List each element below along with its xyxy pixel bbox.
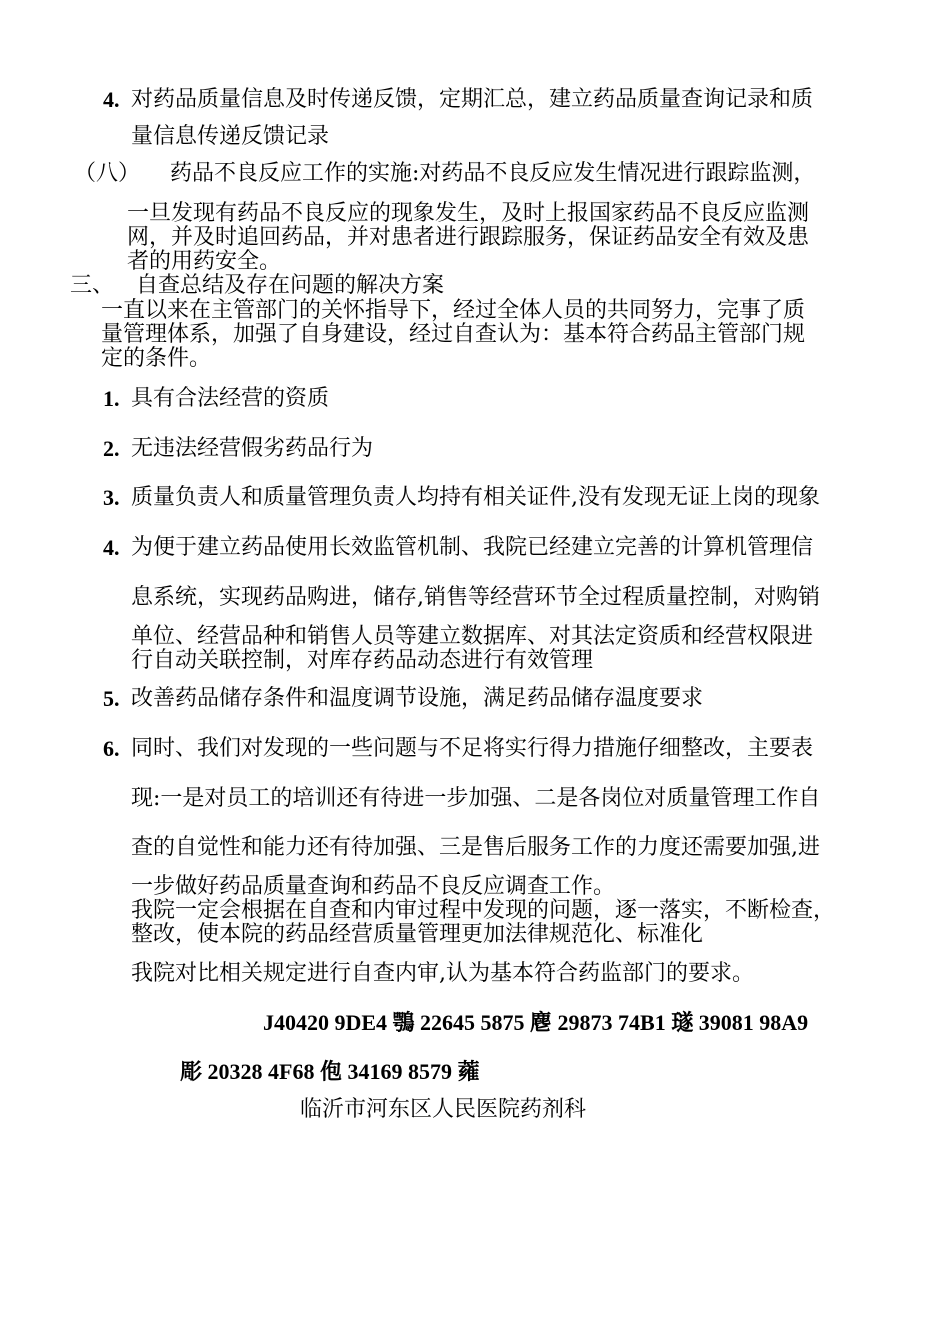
paragraph-line: 定的条件。 (101, 346, 212, 371)
section-marker: 三、 (70, 273, 115, 298)
list-item-text: 现:一是对员工的培训还有待进一步加强、二是各岗位对质量管理工作自 (131, 786, 821, 811)
closing-line: 整改，使本院的药品经营质量管理更加法律规范化、标准化 (131, 922, 704, 947)
list-item-text: 查的自觉性和能力还有待加强、三是售后服务工作的力度还需要加强,进 (131, 835, 820, 860)
list-item-text: 质量负责人和质量管理负责人均持有相关证件,没有发现无证上岗的现象 (131, 485, 820, 510)
list-item-text: 具有合法经营的资质 (131, 386, 330, 411)
paragraph-line: 对药品质量信息及时传递反馈，定期汇总，建立药品质量查询记录和质 (131, 87, 814, 112)
list-item-text: 改善药品储存条件和温度调节设施，满足药品储存温度要求 (131, 686, 704, 711)
closing-line: 我院对比相关规定进行自查内审,认为基本符合药监部门的要求。 (131, 961, 754, 986)
list-number: 2. (103, 436, 120, 461)
list-number: 6. (103, 736, 120, 761)
paragraph-line: 量信息传递反馈记录 (131, 124, 330, 149)
section-marker: （八） (74, 161, 141, 186)
paragraph-line: 网，并及时追回药品，并对患者进行跟踪服务，保证药品安全有效及患 (127, 225, 810, 250)
list-number: 3. (103, 485, 120, 510)
section-title: 自查总结及存在问题的解决方案 (136, 273, 445, 298)
code-line: J40420 9DE4 鶚 22645 5875 麀 29873 74B1 璲 39081 98A9 (263, 1010, 809, 1035)
list-item-text: 单位、经营品种和销售人员等建立数据库、对其法定资质和经营权限进 (131, 624, 814, 649)
code-line: 彫 20328 4F68 佨 34169 8579 蕹 (180, 1059, 480, 1084)
list-number: 4. (103, 535, 120, 560)
list-item-text: 一步做好药品质量查询和药品不良反应调查工作。 (131, 874, 616, 899)
paragraph-line: 一直以来在主管部门的关怀指导下，经过全体人员的共同努力，完事了质 (101, 298, 806, 323)
paragraph-line: 量管理体系，加强了自身建设，经过自查认为：基本符合药品主管部门规 (101, 322, 806, 347)
list-number: 1. (103, 386, 120, 411)
paragraph-line: 者的用药安全。 (127, 249, 282, 274)
section-heading-line: 药品不良反应工作的实施:对药品不良反应发生情况进行跟踪监测， (170, 161, 816, 186)
list-number: 5. (103, 686, 120, 711)
list-item-text: 行自动关联控制，对库存药品动态进行有效管理 (131, 648, 594, 673)
list-item-text: 为便于建立药品使用长效监管机制、我院已经建立完善的计算机管理信 (131, 535, 814, 560)
list-item-text: 无违法经营假劣药品行为 (131, 436, 374, 461)
closing-line: 我院一定会根据在自查和内审过程中发现的问题，逐一落实，不断检查， (131, 898, 836, 923)
signature: 临沂市河东区人民医院药剂科 (300, 1097, 587, 1122)
list-number: 4. (103, 87, 120, 112)
paragraph-line: 一旦发现有药品不良反应的现象发生，及时上报国家药品不良反应监测 (127, 201, 810, 226)
list-item-text: 同时、我们对发现的一些问题与不足将实行得力措施仔细整改，主要表 (131, 736, 814, 761)
list-item-text: 息系统，实现药品购进，储存,销售等经营环节全过程质量控制，对购销 (131, 585, 820, 610)
